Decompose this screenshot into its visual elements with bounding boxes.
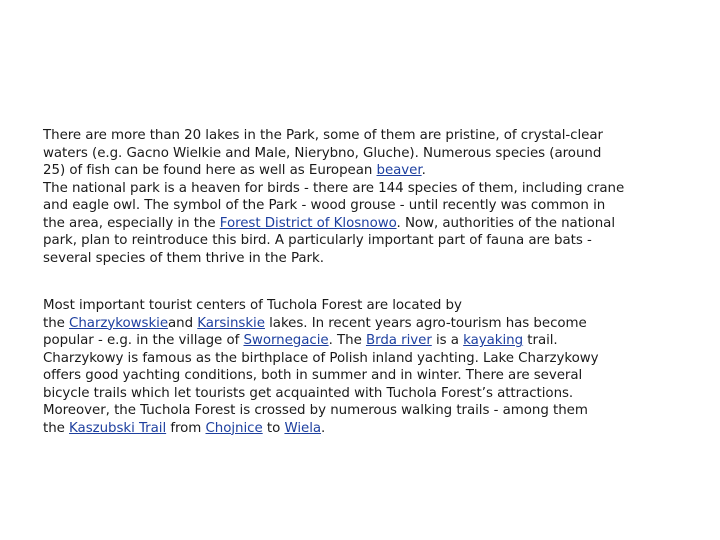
charzykowskie-link[interactable]: Charzykowskie [69,315,169,331]
wiela-link[interactable]: Wiela [284,420,322,436]
text-line: Moreover, the Tuchola Forest is crossed by numerous walking trails - among them [43,403,588,418]
text-line: several species of them thrive in the Park. [43,250,324,266]
beaver-link[interactable]: beaver [376,163,422,178]
text-fragment: is a [431,333,464,348]
text-line: waters (e.g. Gacno Wielkie and Male, Nierybno, Gluche). Numerous species (around [43,145,602,161]
brda-river-link[interactable]: Brda river [365,333,432,348]
forest-district-klosnowo-link[interactable]: Forest District of Klosnowo [219,215,397,231]
swornegacie-link[interactable]: Swornegacie [243,333,329,348]
text-line: The national park is a heaven for birds - there are 144 species of them, including crane [43,180,625,196]
text-line [43,162,673,180]
text-line: Most important tourist centers of Tuchola Forest are located by [43,298,462,313]
text-fragment: from [166,420,206,436]
text-line [43,215,673,233]
lakes-fauna-paragraph [43,127,673,267]
text-fragment: the area, especially in the [43,215,220,231]
text-line: park, plan to reintroduce this bird. A particularly important part of fauna are bats - [43,233,592,248]
text-fragment: . The [328,333,366,348]
text-line: and eagle owl. The symbol of the Park - wood grouse - until recently was common in [43,198,606,213]
text-fragment: trail. [523,333,558,348]
tourism-paragraph [43,297,673,437]
kayaking-link[interactable]: kayaking [463,333,524,348]
text-fragment: to [262,420,285,436]
text-fragment: the [43,315,70,331]
text-fragment: 25) of fish can be found here as well as European [43,163,377,178]
kaszubski-trail-link[interactable]: Kaszubski Trail [69,420,167,436]
text-fragment: popular - e.g. in the village of [43,333,244,348]
text-line: bicycle trails which let tourists get acquainted with Tuchola Forest’s attractions. [43,385,574,401]
text-fragment: lakes. In recent years agro-tourism has become [264,315,587,331]
text-line [43,332,673,350]
text-line: There are more than 20 lakes in the Park, some of them are pristine, of crystal-clear [43,128,603,143]
text-fragment: . Now, authorities of the national [396,215,615,231]
text-line: offers good yachting conditions, both in summer and in winter. There are several [43,368,583,383]
chojnice-link[interactable]: Chojnice [205,420,263,436]
text-fragment: the [43,420,70,436]
text-line: Charzykowy is famous as the birthplace of Polish inland yachting. Lake Charzykowy [43,350,599,366]
text-fragment: . [421,163,426,178]
karsinskie-link[interactable]: Karsinskie [197,315,265,331]
text-line [43,420,673,438]
text-fragment: and [168,315,198,331]
text-fragment: . [321,420,326,436]
text-line [43,315,673,333]
